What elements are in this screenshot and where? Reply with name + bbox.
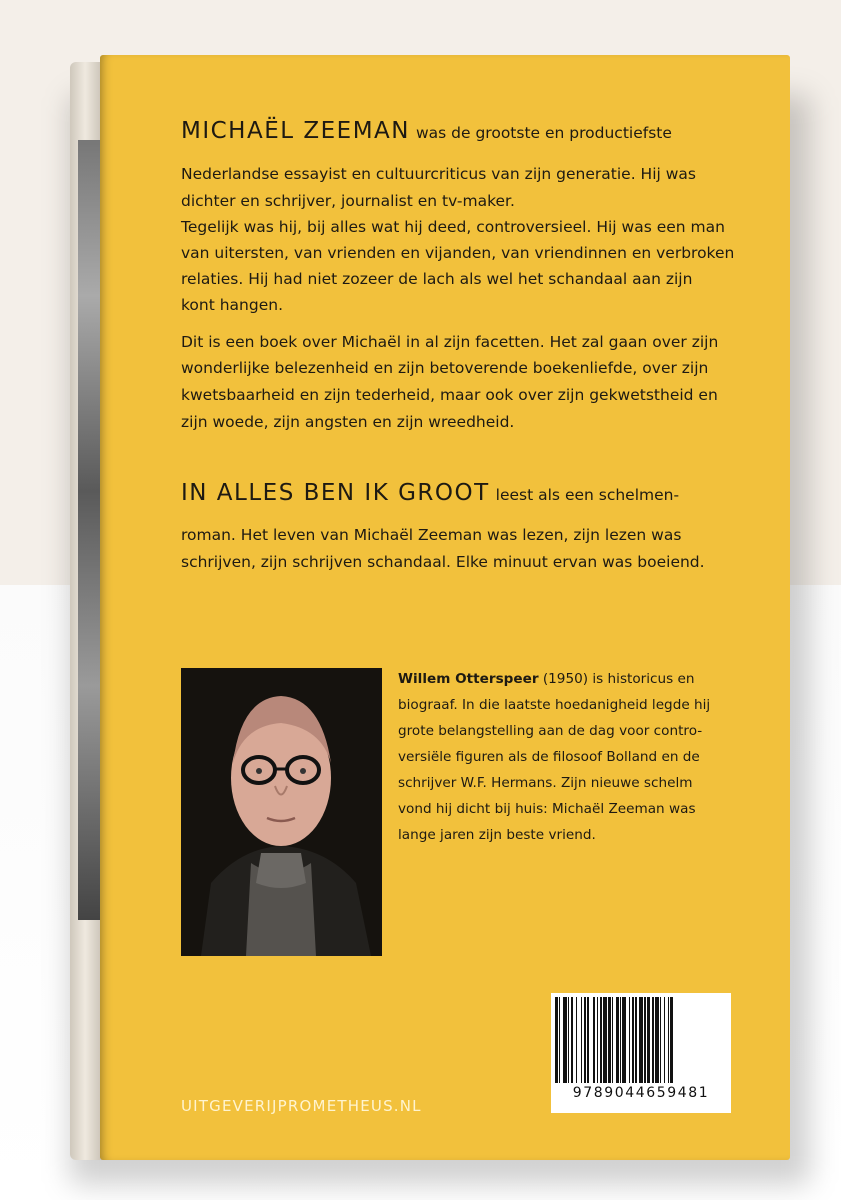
intro-line-4: van uitersten, van vrienden en vijanden, van vriendinnen en verbroken bbox=[181, 244, 735, 262]
intro-line-10: zijn woede, zijn angsten en zijn wreedheid. bbox=[181, 413, 515, 431]
intro-heading: MICHAËL ZEEMAN bbox=[181, 118, 410, 144]
author-bio-line-0 bbox=[398, 666, 728, 692]
summary-line-0: leest als een schelmen- bbox=[495, 486, 680, 504]
intro-line-0: was de grootste en productiefste bbox=[415, 124, 672, 142]
summary-first-line bbox=[181, 480, 679, 508]
author-name: Willem Otterspeer bbox=[398, 671, 539, 687]
intro-line-7: Dit is een boek over Michaël in al zijn facetten. Het zal gaan over zijn bbox=[181, 333, 719, 351]
author-first-line-rest: (1950) is historicus en bbox=[538, 671, 695, 687]
publisher-website[interactable]: UITGEVERIJPROMETHEUS.NL bbox=[181, 1097, 422, 1115]
intro-first-line bbox=[181, 118, 672, 146]
isbn-barcode bbox=[551, 993, 731, 1113]
intro-line-1: Nederlandse essayist en cultuurcriticus van zijn generatie. Hij was bbox=[181, 165, 697, 183]
summary-line-1: roman. Het leven van Michaël Zeeman was lezen, zijn lezen was bbox=[181, 526, 682, 544]
intro-line-2: dichter en schrijver, journalist en tv-maker. bbox=[181, 192, 515, 210]
author-bio bbox=[398, 666, 728, 848]
barcode-bar bbox=[673, 997, 674, 1083]
author-bio-line-6: lange jaren zijn beste vriend. bbox=[398, 827, 596, 843]
intro-line-5: relaties. Hij had niet zozeer de lach als wel het schandaal aan zijn bbox=[181, 270, 693, 288]
summary-heading: IN ALLES BEN IK GROOT bbox=[181, 480, 490, 506]
author-bio-line-5: vond hij dicht bij huis: Michaël Zeeman was bbox=[398, 801, 696, 817]
isbn-number: 9789044659481 bbox=[572, 1085, 710, 1101]
author-photo bbox=[181, 668, 382, 956]
author-bio-line-1: biograaf. In die laatste hoedanigheid legde hij bbox=[398, 697, 711, 713]
intro-line-6: kont hangen. bbox=[181, 296, 284, 314]
intro-line-8: wonderlijke belezenheid en zijn betoverende boekenliefde, over zijn bbox=[181, 359, 709, 377]
author-bio-line-2: grote belangstelling aan de dag voor contro- bbox=[398, 723, 703, 739]
barcode-bars bbox=[555, 997, 727, 1083]
author-bio-line-4: schrijver W.F. Hermans. Zijn nieuwe schelm bbox=[398, 775, 693, 791]
author-bio-line-3: versiële figuren als de filosoof Bolland en de bbox=[398, 749, 700, 765]
intro-line-3: Tegelijk was hij, bij alles wat hij deed, controversieel. Hij was een man bbox=[181, 218, 725, 236]
summary-line-2: schrijven, zijn schrijven schandaal. Elke minuut ervan was boeiend. bbox=[181, 553, 705, 571]
intro-line-9: kwetsbaarheid en zijn tederheid, maar ook over zijn gekwetstheid en bbox=[181, 386, 718, 404]
